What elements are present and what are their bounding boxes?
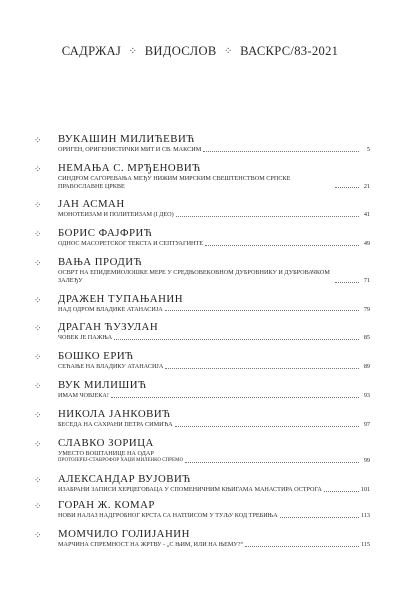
toc-author: ВУК МИЛИШИЋ	[58, 378, 147, 391]
toc-author: НЕМАЊА С. МРЂЕНОВИЋ	[58, 161, 201, 174]
toc-title: ИМАМ ЧОВЈЕКА!	[58, 391, 109, 399]
header-separator-icon: ⁘	[224, 46, 233, 57]
toc-subtitle: ПРОТОЈЕРЕЈ-СТАВРОФОР ХАЏИ МИЛЕНКО СПРЕМО	[58, 458, 184, 464]
toc-title: ИЗАБРАНИ ЗАПИСИ ХЕРЦЕГОВАЦА У СПОМЕНИЧНИМ КЊИГАМА МАНАСТИРА ОСТРОГА	[58, 486, 322, 494]
bullet-icon: ⁘	[34, 163, 42, 174]
dot-leader	[111, 397, 359, 398]
toc-page-number: 93	[363, 391, 370, 399]
toc-title-row	[58, 334, 370, 342]
toc-author: ЈАН АСМАН	[58, 198, 125, 211]
toc-entry[interactable]	[34, 408, 370, 429]
bullet-icon: ⁘	[34, 200, 42, 211]
bullet-icon: ⁘	[34, 438, 42, 449]
toc-subtitle-row	[58, 457, 370, 465]
toc-title: МОНОТЕИЗАМ И ПОЛИТЕИЗАМ (I ДЕО)	[58, 211, 174, 219]
dot-leader	[165, 310, 359, 311]
toc-title-row	[58, 269, 370, 285]
dot-leader	[205, 245, 359, 246]
dot-leader	[245, 546, 359, 547]
page-header	[0, 44, 400, 59]
toc-entry[interactable]	[34, 227, 370, 248]
toc-title-row	[58, 306, 370, 314]
toc-entry[interactable]	[34, 437, 370, 466]
dot-leader	[165, 368, 359, 369]
toc-entry[interactable]	[34, 528, 370, 549]
toc-entry[interactable]	[34, 350, 370, 371]
toc-title: ОРИГЕН, ОРИГЕНИСТИЧКИ МИТ И СВ. МАКСИМ	[58, 146, 202, 153]
toc-entry[interactable]	[34, 473, 370, 494]
toc-entry[interactable]	[34, 293, 370, 314]
toc-author: ДРАЖЕН ТУПАЊАНИН	[58, 292, 183, 305]
toc-page-number: 101	[360, 486, 370, 494]
bullet-icon: ⁘	[34, 380, 42, 391]
toc-title-row	[58, 421, 370, 429]
toc-page-number: 41	[363, 211, 370, 219]
toc-entry[interactable]	[34, 198, 370, 219]
table-of-contents	[34, 133, 370, 549]
toc-entry[interactable]	[34, 256, 370, 285]
toc-title: ОДНОС МАСОРЕТСКОГ ТЕКСТА И СЕПТУАГИНТЕ	[58, 240, 204, 248]
toc-author: ГОРАН Ж. КОМАР	[58, 498, 155, 511]
toc-title-row	[58, 240, 370, 248]
toc-title-row	[58, 512, 370, 520]
bullet-icon: ⁘	[34, 409, 42, 420]
toc-page-number: 89	[363, 363, 370, 371]
toc-title-row	[58, 175, 370, 191]
toc-title: БЕСЕДА НА САХРАНИ ПЕТРА СИМИЋА	[58, 420, 173, 428]
toc-title-row	[58, 146, 370, 154]
bullet-icon: ⁘	[34, 352, 42, 363]
dot-leader	[324, 491, 359, 492]
toc-title: ЧОВЕК ЈЕ ПАЖЊА	[58, 334, 113, 342]
toc-page-number: 115	[360, 540, 370, 548]
toc-page-number: 97	[363, 420, 370, 428]
toc-author: НИКОЛА ЈАНКОВИЋ	[58, 407, 171, 420]
bullet-icon: ⁘	[34, 135, 42, 145]
toc-title-row	[58, 541, 370, 549]
toc-author: ДРАГАН ЋУЗУЛАН	[58, 321, 159, 334]
toc-title-row	[58, 486, 370, 494]
dot-leader	[175, 426, 359, 427]
toc-title: ОСВРТ НА ЕПИДЕМИОЛОШКЕ МЕРЕ У СРЕДЊОВЕКОВНОМ ДУБРОВНИКУ И ДУБРОВАЧКОМ ЗАЛЕЂУ	[58, 268, 330, 284]
toc-author: МОМЧИЛО ГОЛИЈАНИН	[58, 527, 190, 540]
toc-entry[interactable]	[34, 133, 370, 154]
toc-author: АЛЕКСАНДАР ВУЈОВИЋ	[58, 473, 191, 486]
bullet-icon: ⁘	[34, 229, 42, 240]
bullet-icon: ⁘	[34, 500, 42, 511]
dot-leader	[280, 517, 359, 518]
toc-page-number: 49	[363, 240, 370, 248]
dot-leader	[203, 151, 359, 152]
toc-title: СИНДРОМ САГОРЕВАЊА МЕЂУ НИЖИМ МИРСКИМ СВЕШТЕНСТВОМ СРПСКЕ ПРАВОСЛАВНЕ ЦРКВЕ	[58, 174, 291, 190]
toc-title-row	[58, 392, 370, 400]
toc-entry[interactable]	[34, 321, 370, 342]
bullet-icon: ⁘	[34, 257, 42, 268]
dot-leader	[335, 187, 359, 188]
toc-title-row	[58, 211, 370, 219]
toc-entry[interactable]	[34, 499, 370, 520]
toc-author: ВАЊА ПРОДИЋ	[58, 255, 143, 268]
toc-author: СЛАВКО ЗОРИЦА	[58, 436, 154, 449]
toc-page-number: 21	[363, 182, 370, 190]
dot-leader	[114, 339, 359, 340]
bullet-icon: ⁘	[34, 529, 42, 540]
dot-leader	[185, 462, 359, 463]
toc-title: СЕЋАЊЕ НА ВЛАДИКУ АТАНАСИЈА	[58, 363, 164, 371]
toc-entry[interactable]	[34, 379, 370, 400]
header-journal-section: ВИДОСЛОВ	[144, 44, 217, 58]
toc-page-number: 5	[366, 146, 370, 153]
toc-title: НОВИ НАЛАЗ НАДГРОБНОГ КРСТА СА НАТПИСОМ У ТУЉУ КОД ТРЕБИЊА	[58, 511, 278, 519]
bullet-icon: ⁘	[34, 323, 42, 334]
toc-page-number: 99	[363, 457, 370, 465]
toc-title: УМЕСТО ВОШТАНИЦЕ НА ОДАР	[58, 449, 154, 457]
toc-page-number: 113	[360, 511, 370, 519]
toc-page-number: 79	[363, 305, 370, 313]
toc-page-number: 71	[363, 276, 370, 284]
header-separator-icon: ⁘	[128, 46, 138, 57]
bullet-icon: ⁘	[34, 475, 42, 486]
header-section-title: САДРЖАЈ	[61, 44, 122, 58]
toc-title: МАРЧИНА СПРЕМНОСТ НА ЖРТВУ - „С ЊИМ, ИЛИ НА ЊЕМУ?“	[58, 540, 244, 548]
dot-leader	[176, 216, 359, 217]
toc-author: БОРИС ФАЈФРИЋ	[58, 227, 153, 240]
toc-author: ВУКАШИН МИЛИЋЕВИЋ	[58, 133, 195, 145]
toc-title-row	[58, 363, 370, 371]
dot-leader	[335, 282, 359, 283]
toc-entry[interactable]	[34, 162, 370, 191]
header-issue: ВАСКРС/83-2021	[240, 44, 339, 58]
toc-title: НАД ОДРОМ ВЛАДИКЕ АТАНАСИЈА	[58, 305, 163, 313]
toc-author: БОШКО ЕРИЋ	[58, 350, 134, 363]
toc-title-row	[58, 450, 370, 458]
bullet-icon: ⁘	[34, 294, 42, 305]
toc-page-number: 85	[363, 334, 370, 342]
